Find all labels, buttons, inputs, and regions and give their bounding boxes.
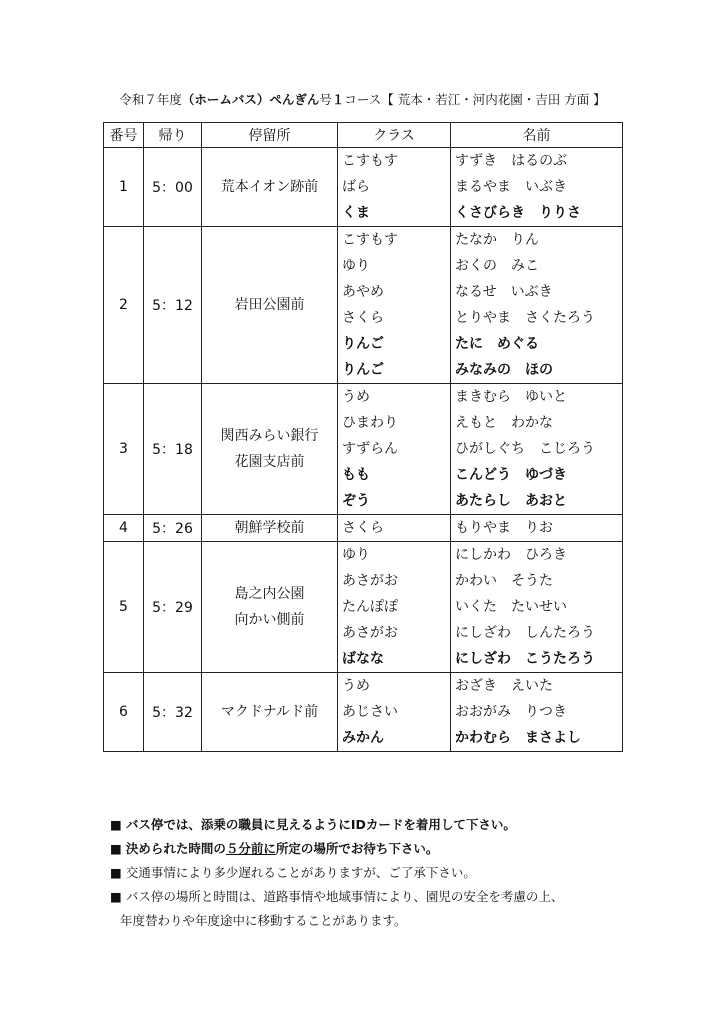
class-name: もも (342, 467, 370, 483)
class-name: あじさい (342, 704, 398, 720)
child-name: たに めぐる (455, 336, 539, 352)
title-bus-name: （ホームバス）ぺんぎん (181, 92, 320, 107)
bus-stop-name: 荒本イオン跡前 (220, 179, 319, 195)
child-name: いくた たいせい (455, 599, 567, 615)
class-cell (338, 542, 451, 673)
note-text: バス停の場所と時間は、道路事情や地域事情により、園児の安全を考慮の上、 (125, 889, 564, 904)
class-name: うめ (342, 389, 370, 405)
bus-stop-name: 朝鮮学校前 (234, 520, 305, 536)
bus-stop-name: 島之内公園 (234, 586, 305, 602)
bus-stop-cell (202, 542, 338, 673)
child-name: おおがみ りつき (455, 704, 567, 720)
bus-stop-cell (202, 384, 338, 515)
table-row (104, 673, 623, 752)
class-name: りんご (342, 362, 384, 378)
return-time-cell: 5：00 (144, 148, 202, 227)
bus-stop-name: 花園支店前 (234, 454, 305, 470)
stop-number-cell: 2 (104, 227, 144, 384)
return-time-cell: 5：29 (144, 542, 202, 673)
bus-stop-cell (202, 515, 338, 542)
return-time-cell: 5：26 (144, 515, 202, 542)
stop-number-cell: 4 (104, 515, 144, 542)
col-header-number: 番号 (104, 123, 144, 148)
bus-stop-cell (202, 148, 338, 227)
bus-stop-name: 岩田公園前 (234, 297, 305, 313)
child-name-cell (451, 515, 623, 542)
return-time-cell: 5：18 (144, 384, 202, 515)
child-name-cell (451, 384, 623, 515)
child-name-cell (451, 148, 623, 227)
note-underlined-text: ５分前に (225, 841, 276, 856)
child-name: たなか りん (455, 232, 539, 248)
class-cell (338, 515, 451, 542)
col-header-time: 帰り (144, 123, 202, 148)
title-number-label: 号 (319, 92, 332, 107)
square-bullet-icon: ■ (110, 817, 122, 832)
stop-number-cell: 1 (104, 148, 144, 227)
note-wait-time (110, 837, 670, 861)
title-year: 令和７年度 (119, 92, 182, 107)
page-title (0, 92, 725, 108)
class-name: ゆり (342, 258, 370, 274)
note-text: 所定の場所でお待ち下さい。 (275, 841, 439, 856)
class-name: ぞう (342, 493, 370, 509)
title-course-area: コース【 荒本・若江・河内花園・吉田 方面 】 (344, 92, 606, 107)
child-name: えもと わかな (455, 415, 553, 431)
square-bullet-icon: ■ (110, 841, 122, 856)
table-row (104, 384, 623, 515)
square-bullet-icon: ■ (110, 889, 122, 904)
class-cell (338, 148, 451, 227)
return-time-cell: 5：12 (144, 227, 202, 384)
class-name: くま (342, 205, 370, 221)
class-name: うめ (342, 678, 370, 694)
child-name: にしざわ しんたろう (455, 625, 595, 641)
child-name: にしざわ こうたろう (455, 651, 595, 667)
stop-number-cell: 6 (104, 673, 144, 752)
child-name: とりやま さくたろう (455, 310, 595, 326)
bus-stop-cell (202, 227, 338, 384)
child-name-cell (451, 542, 623, 673)
child-name-cell (451, 673, 623, 752)
child-name: まきむら ゆいと (455, 389, 567, 405)
stop-number-cell: 3 (104, 384, 144, 515)
note-traffic-delay (110, 861, 670, 885)
title-course-number: １ (331, 92, 345, 107)
class-name: ひまわり (342, 415, 398, 431)
child-name-cell (451, 227, 623, 384)
return-time-cell: 5：32 (144, 673, 202, 752)
table-body (104, 148, 623, 752)
child-name: おくの みこ (455, 258, 539, 274)
class-name: ゆり (342, 547, 370, 563)
bus-schedule-table (103, 122, 623, 752)
child-name: あたらし あおと (455, 493, 567, 509)
col-header-stop: 停留所 (202, 123, 338, 148)
class-cell (338, 384, 451, 515)
note-text: バス停では、添乗の職員に見えるようにIDカードを着用して下さい。 (125, 817, 516, 832)
child-name: くさびらき りりさ (455, 205, 581, 221)
table-row (104, 542, 623, 673)
stop-number-cell: 5 (104, 542, 144, 673)
class-name: さくら (342, 310, 384, 326)
notes-section (110, 813, 670, 933)
child-name: すずき はるのぶ (455, 153, 568, 169)
square-bullet-icon: ■ (110, 865, 122, 880)
class-name: あさがお (342, 625, 398, 641)
child-name: もりやま りお (455, 520, 553, 536)
table-row (104, 148, 623, 227)
class-name: すずらん (342, 441, 399, 457)
header-row (104, 123, 623, 148)
child-name: にしかわ ひろき (455, 547, 567, 563)
child-name: ひがしぐち こじろう (455, 441, 595, 457)
class-cell (338, 227, 451, 384)
class-name: あさがお (342, 573, 398, 589)
class-name: ばら (342, 179, 370, 195)
bus-stop-name: マクドナルド前 (220, 704, 319, 720)
child-name: なるせ いぶき (455, 284, 553, 300)
child-name: こんどう ゆづき (455, 467, 567, 483)
class-cell (338, 673, 451, 752)
bus-stop-name: 関西みらい銀行 (220, 428, 319, 444)
col-header-class: クラス (338, 123, 451, 148)
child-name: みなみの ほの (455, 362, 553, 378)
note-id-card (110, 813, 670, 837)
class-name: あやめ (342, 284, 384, 300)
note-text: 決められた時間の (125, 841, 226, 856)
col-header-name: 名前 (451, 123, 623, 148)
child-name: かわむら まさよし (455, 730, 581, 746)
note-text: 交通事情により多少遅れることがありますが、ご了承下さい。 (125, 865, 476, 880)
note-stop-change-continued: 年度替わりや年度途中に移動することがあります。 (120, 913, 407, 928)
bus-stop-name: 向かい側前 (234, 612, 305, 628)
class-name: こすもす (342, 232, 398, 248)
class-name: たんぽぽ (342, 599, 398, 615)
bus-stop-cell (202, 673, 338, 752)
class-name: こすもす (342, 153, 398, 169)
child-name: まるやま いぶき (455, 179, 567, 195)
note-stop-change (110, 885, 670, 909)
child-name: おざき えいた (455, 678, 553, 694)
class-name: みかん (342, 730, 384, 746)
table-row (104, 515, 623, 542)
class-name: りんご (342, 336, 384, 352)
class-name: ばなな (342, 651, 384, 667)
child-name: かわい そうた (455, 573, 553, 589)
table-row (104, 227, 623, 384)
class-name: さくら (342, 520, 384, 536)
